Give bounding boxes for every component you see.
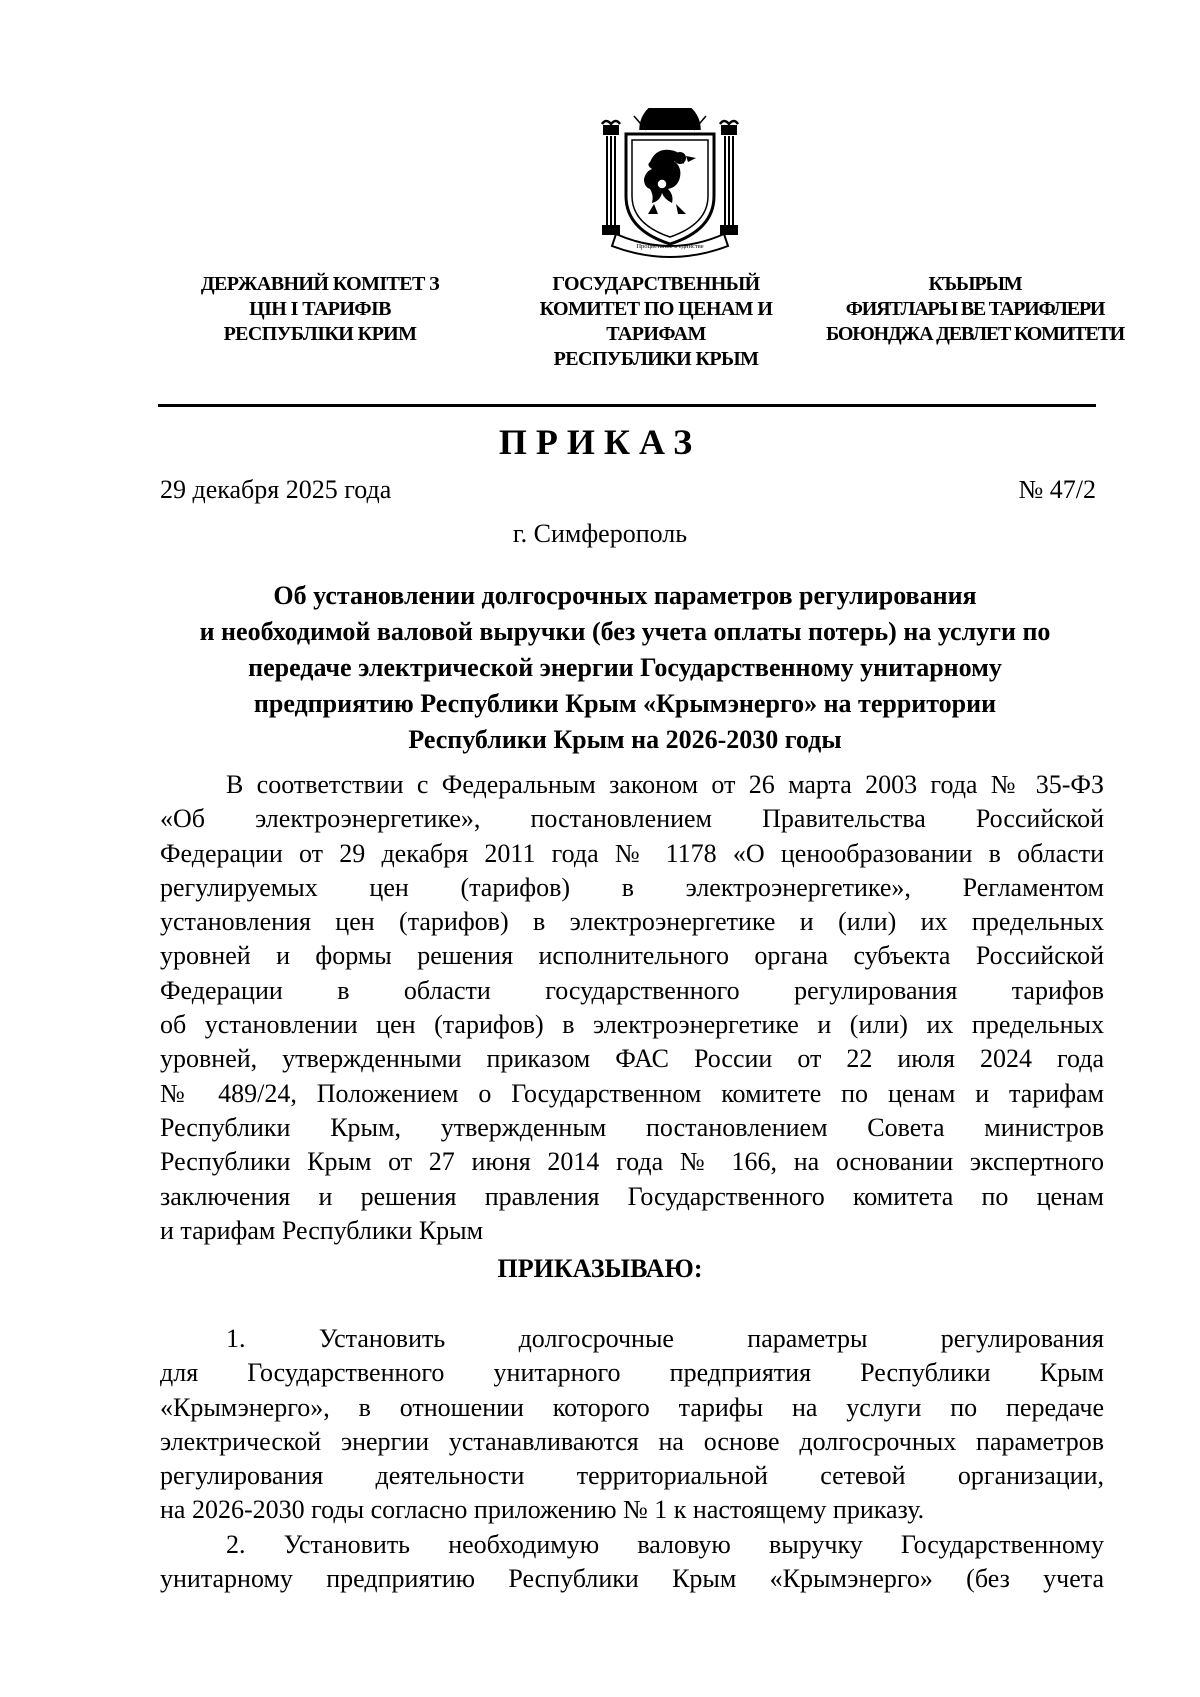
header-line: ЦІН І ТАРИФІВ bbox=[249, 298, 391, 320]
text-line: В соответствии с Федеральным законом от 26 марта 2003 года № 35-ФЗ bbox=[226, 770, 1104, 799]
header-line: ФИЯТЛАРЫ ВЕ ТАРИФЛЕРИ bbox=[845, 298, 1105, 320]
text-line: регулируемых цен (тарифов) в электроэнергетике», Регламентом bbox=[160, 872, 1104, 902]
text-line: Федерации в области государственного регулирования тарифов bbox=[160, 975, 1104, 1005]
text-line: регулирования деятельности территориальной сетевой организации, bbox=[160, 1461, 1104, 1491]
text-line: «Крымэнерго», в отношении которого тарифы на услуги по передаче bbox=[160, 1392, 1104, 1422]
text-line: установления цен (тарифов) в электроэнергетике и (или) их предельных bbox=[160, 907, 1104, 937]
text-line: электрической энергии устанавливаются на основе долгосрочных параметров bbox=[160, 1426, 1104, 1456]
subject-line: Республики Крым на 2026-2030 годы bbox=[408, 725, 842, 754]
document-subject bbox=[150, 578, 1100, 758]
header-line: БОЮНДЖА ДЕВЛЕТ КОМИТЕТИ bbox=[826, 323, 1124, 345]
document-number: № 47/2 bbox=[1018, 475, 1096, 504]
text-line: уровней и формы решения исполнительного органа субъекта Российской bbox=[160, 941, 1104, 971]
text-line: Республики Крым, утвержденным постановлением Совета министров bbox=[160, 1112, 1104, 1142]
subject-line: передаче электрической энергии Государственному унитарному bbox=[248, 653, 1002, 682]
order-item-1 bbox=[160, 1322, 1104, 1528]
text-line: Федерации от 29 декабря 2011 года № 1178 «О ценообразовании в области bbox=[160, 838, 1104, 868]
text-line: № 489/24, Положением о Государственном комитете по ценам и тарифам bbox=[160, 1078, 1104, 1108]
text-line: «Об электроэнергетике», постановлением Правительства Российской bbox=[160, 804, 1104, 834]
text-line: и тарифам Республики Крым bbox=[160, 1215, 484, 1245]
text-line: на 2026-2030 годы согласно приложению № 1 к настоящему приказу. bbox=[160, 1495, 925, 1525]
rising-sun bbox=[634, 108, 706, 130]
order-heading: ПРИКАЗЫВАЮ: bbox=[497, 1254, 703, 1283]
header-crimean-tatar bbox=[815, 272, 1135, 347]
subject-line: и необходимой валовой выручки (без учета оплаты потерь) на услуги по bbox=[199, 617, 1051, 646]
text-line: об установлении цен (тарифов) в электроэнергетике и (или) их предельных bbox=[160, 1010, 1104, 1040]
right-column bbox=[720, 121, 738, 234]
subject-line: предприятию Республики Крым «Крымэнерго» на территории bbox=[253, 689, 997, 718]
coat-of-arms-emblem bbox=[596, 108, 744, 258]
header-line: ДЕРЖАВНИЙ КОМІТЕТ З bbox=[200, 273, 440, 295]
text-line: 2. Установить необходимую валовую выручку Государственному bbox=[226, 1530, 1104, 1559]
header-ukrainian bbox=[170, 272, 470, 347]
document-date: 29 декабря 2025 года bbox=[160, 475, 392, 504]
order-item-2 bbox=[160, 1528, 1104, 1597]
preamble-paragraph bbox=[160, 768, 1104, 1248]
text-line: заключения и решения правления Государственного комитета по ценам bbox=[160, 1181, 1104, 1211]
subject-line: Об установлении долгосрочных параметров регулирования bbox=[273, 581, 977, 610]
text-line: уровней, утвержденными приказом ФАС России от 22 июля 2024 года bbox=[160, 1044, 1104, 1074]
header-line: РЕСПУБЛІКИ КРИМ bbox=[223, 323, 417, 345]
header-line: КЪЫРЫМ bbox=[928, 273, 1022, 295]
document-title: ПРИКАЗ bbox=[498, 422, 702, 462]
left-column bbox=[602, 121, 620, 234]
header-line: КОМИТЕТ ПО ЦЕНАМ И bbox=[539, 298, 773, 320]
ribbon-motto: Процветание в единстве bbox=[636, 243, 704, 250]
header-line: ГОСУДАРСТВЕННЫЙ bbox=[552, 273, 760, 295]
text-line: Республики Крым от 27 июня 2014 года № 166, на основании экспертного bbox=[160, 1147, 1104, 1177]
text-line: 1. Установить долгосрочные параметры регулирования bbox=[226, 1324, 1104, 1353]
header-line: РЕСПУБЛИКИ КРЫМ bbox=[553, 348, 759, 370]
header-russian bbox=[506, 272, 806, 372]
text-line: для Государственного унитарного предприятия Республики Крым bbox=[160, 1358, 1104, 1388]
document-city: г. Симферополь bbox=[512, 519, 688, 548]
header-divider bbox=[158, 404, 1096, 407]
text-line: унитарному предприятию Республики Крым «Крымэнерго» (без учета bbox=[160, 1564, 1104, 1594]
header-line: ТАРИФАМ bbox=[606, 323, 706, 345]
